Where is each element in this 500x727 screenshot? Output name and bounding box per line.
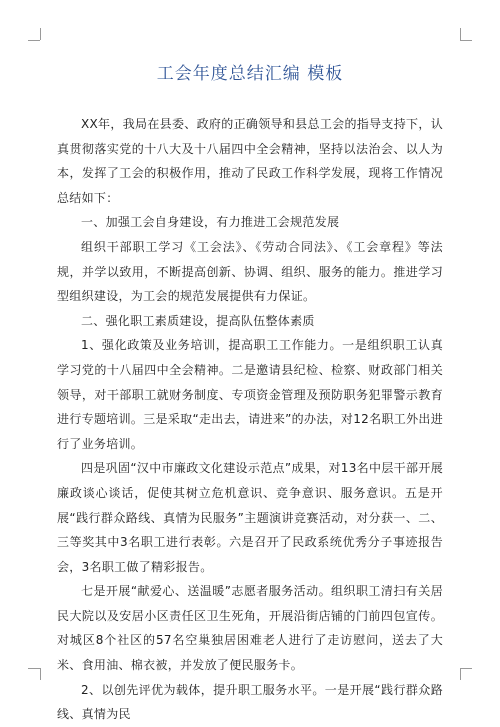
document-title: 工会年度总结汇编 模板 (156, 64, 344, 84)
body-paragraph: 组织干部职工学习《工会法》、《劳动合同法》、《工会章程》等法规，并学以致用，不断提高创新、协调、组织、服务的能力。推进学习型组织建设，为工会的规范发展提供有力保证。 (57, 239, 443, 304)
body-paragraph: 2、以创先评优为载体，提升职工服务水平。一是开展“践行群众路线、真情为民 (57, 682, 443, 722)
body-paragraph: 四是巩固“汉中市廉政文化建设示范点”成果，对13名中层干部开展廉政谈心谈话，促使其树立危机意识、竞争意识、服务意识。五是开展“践行群众路线、真情为民服务”主题演讲竞赛活动，对分获一、二、三等奖其中3名职工进行表彰。六是召开了民政系统优秀分子事迹报告会，3名职工做了精彩报告。 (57, 461, 443, 574)
document-body (57, 112, 443, 727)
body-paragraph: 1、强化政策及业务培训，提高职工工作能力。一是组织职工认真学习党的十八届四中全会精神。二是邀请县纪检、检察、财政部门相关领导，对干部职工就财务制度、专项资金管理及预防职务犯罪警示教育进行专题培训。三是采取“走出去，请进来”的办法，对12名职工外出进行了业务培训。 (57, 338, 443, 451)
intro-paragraph: XX年，我局在县委、政府的正确领导和县总工会的指导支持下，认真贯彻落实党的十八大及十八届四中全会精神，坚持以法治会、以人为本，发挥了工会的积极作用，推动了民政工作科学发展，现将工作情况总结如下： (57, 117, 443, 205)
section-heading-1: 一、加强工会自身建设，有力推进工会规范发展 (81, 215, 340, 230)
section-heading-2: 二、强化职工素质建设，提高队伍整体素质 (81, 313, 315, 328)
body-paragraph: 七是开展“献爱心、送温暖”志愿者服务活动。组织职工清扫有关居民大院以及安居小区责任区卫生死角，开展沿街店铺的门前四包宣传。对城区8个社区的57名空巢独居困难老人进行了走访慰问，送去了大米、食用油、棉衣被，并发放了便民服务卡。 (57, 584, 443, 673)
